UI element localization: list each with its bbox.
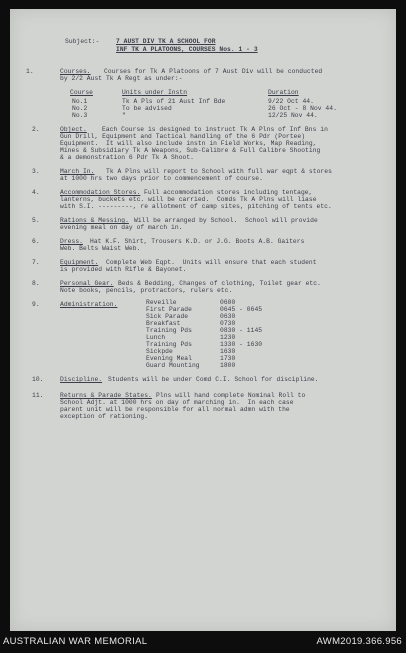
schedule-time: 1330 - 1630 — [220, 341, 263, 348]
section-heading-personal-gear: Personal Gear. — [60, 280, 114, 287]
section-number: 3. — [32, 168, 40, 175]
section-number: 9. — [32, 301, 40, 308]
table-cell: 26 Oct - 8 Nov 44. — [268, 105, 337, 112]
section-number: 10. — [32, 376, 44, 383]
table-cell: 12/25 Nov 44. — [268, 112, 318, 119]
table-header-duration: Duration — [268, 89, 299, 96]
section-text: evening meal on day of march in. — [60, 224, 183, 231]
subject-label: Subject:- — [65, 38, 100, 45]
section-text: Web. Belts Waist Web. — [60, 245, 141, 252]
section-text: Complete Web Eqpt. Units will ensure that each student — [106, 259, 317, 266]
table-cell: No.3 — [72, 112, 88, 119]
table-cell: " — [122, 112, 126, 119]
schedule-item: Sick Parade — [146, 313, 189, 320]
section-number: 2. — [32, 126, 40, 133]
subject-line-2: INF TK A PLATOONS, COURSES Nos. 1 - 3 — [116, 46, 258, 53]
section-text: at 1000 hrs two days prior to commencement of course. — [60, 175, 263, 182]
schedule-time: 1630 — [220, 348, 236, 355]
section-heading-accommodation: Accommodation Stores. — [60, 189, 141, 196]
section-text: School Adjt. at 1000 hrs on day of marching in. In each case — [60, 399, 294, 406]
section-text: with S.I. ---------, re allotment of camp sites, pitching of tents etc. — [60, 203, 332, 210]
table-cell: No.1 — [72, 98, 88, 105]
section-number: 4. — [32, 189, 40, 196]
subject-line-1: 7 AUST DIV TK A SCHOOL FOR — [116, 38, 216, 45]
section-text: Students will be under Comd C.I. School for discipline. — [108, 376, 319, 383]
section-text: parent unit will be responsible for all normal admn with the — [60, 406, 290, 413]
table-cell: Tk A Pls of 21 Aust Inf Bde — [122, 98, 226, 105]
section-heading-administration: Administration. — [60, 301, 118, 308]
section-text: Each Course is designed to instruct Tk A Plns of Inf Bns in — [102, 126, 328, 133]
schedule-time: 1230 — [220, 334, 236, 341]
schedule-item: Training Pds — [146, 327, 192, 334]
archive-credit: AUSTRALIAN WAR MEMORIAL — [3, 636, 148, 647]
section-text: Note books, pencils, protractors, rulers etc. — [60, 287, 233, 294]
schedule-time: 0830 - 1145 — [220, 327, 263, 334]
schedule-time: 0730 — [220, 320, 236, 327]
section-heading-returns: Returns & Parade States. — [60, 392, 152, 399]
section-heading-discipline: Discipline. — [60, 376, 103, 383]
schedule-item: First Parade — [146, 306, 192, 313]
section-text: Full accommodation stores including tentage, — [144, 189, 313, 196]
section-text: exception of rationing. — [60, 413, 149, 420]
section-text: Courses for Tk A Platoons of 7 Aust Div will be conducted — [104, 68, 323, 75]
schedule-time: 1800 — [220, 362, 236, 369]
schedule-item: Breakfast — [146, 320, 181, 327]
section-heading-object: Object. — [60, 126, 87, 133]
section-heading-equipment: Equipment. — [60, 259, 99, 266]
section-text: by 2/2 Aust Tk A Regt as under:- — [60, 75, 183, 82]
schedule-time: 0630 — [220, 313, 236, 320]
schedule-item: Guard Mounting — [146, 362, 200, 369]
section-text: Beds & Bedding, Changes of clothing, Toilet gear etc. — [118, 280, 321, 287]
section-text: Will be arranged by School. School will provide — [134, 217, 318, 224]
section-number: 7. — [32, 259, 40, 266]
section-text: is provided with Rifle & Bayonet. — [60, 266, 187, 273]
section-text: lanterns, buckets etc. will be carried. Comds Tk A Plns will liase — [60, 196, 317, 203]
section-heading-courses: Courses. — [60, 68, 91, 75]
section-text: Plns will hand complete Nominal Roll to — [156, 392, 306, 399]
section-heading-dress: Dress. — [60, 238, 83, 245]
section-number: 11. — [32, 392, 44, 399]
document-page — [10, 9, 396, 631]
section-number: 8. — [32, 280, 40, 287]
table-cell: 9/22 Oct 44. — [268, 98, 314, 105]
table-cell: No.2 — [72, 105, 88, 112]
schedule-item: Training Pds — [146, 341, 192, 348]
section-text: Mines & Subsidiary Tk A Weapons, Sub-Calibre & Full Calibre Shooting — [60, 147, 321, 154]
section-text: Gun Drill, Equipment and Tactical handling of the 6 Pdr (Portee) — [60, 133, 306, 140]
section-number: 5. — [32, 217, 40, 224]
section-number: 6. — [32, 238, 40, 245]
table-header-course: Course — [70, 89, 93, 96]
schedule-time: 1730 — [220, 355, 236, 362]
table-header-units: Units under Instn — [122, 89, 188, 96]
schedule-item: Sickpde — [146, 348, 173, 355]
section-text: Tk A Plns will report to School with full war eqpt & stores — [106, 168, 332, 175]
table-cell: To be advised — [122, 105, 172, 112]
schedule-item: Lunch — [146, 334, 166, 341]
section-heading-rations: Rations & Messing. — [60, 217, 129, 224]
archive-reference: AWM2019.366.956 — [316, 636, 402, 647]
schedule-time: 0645 - 0645 — [220, 306, 263, 313]
section-text: Equipment. It will also include instn in Field Works, Map Reading, — [60, 140, 317, 147]
section-number: 1. — [26, 68, 34, 75]
section-heading-march-in: March In. — [60, 168, 95, 175]
schedule-item: Reveille — [146, 299, 177, 306]
schedule-time: 0600 — [220, 299, 236, 306]
schedule-item: Evening Meal — [146, 355, 192, 362]
section-text: Hat K.F. Shirt, Trousers K.D. or J.G. Boots A.B. Gaiters — [90, 238, 305, 245]
section-text: & a demonstration 6 Pdr Tk A Shoot. — [60, 154, 195, 161]
